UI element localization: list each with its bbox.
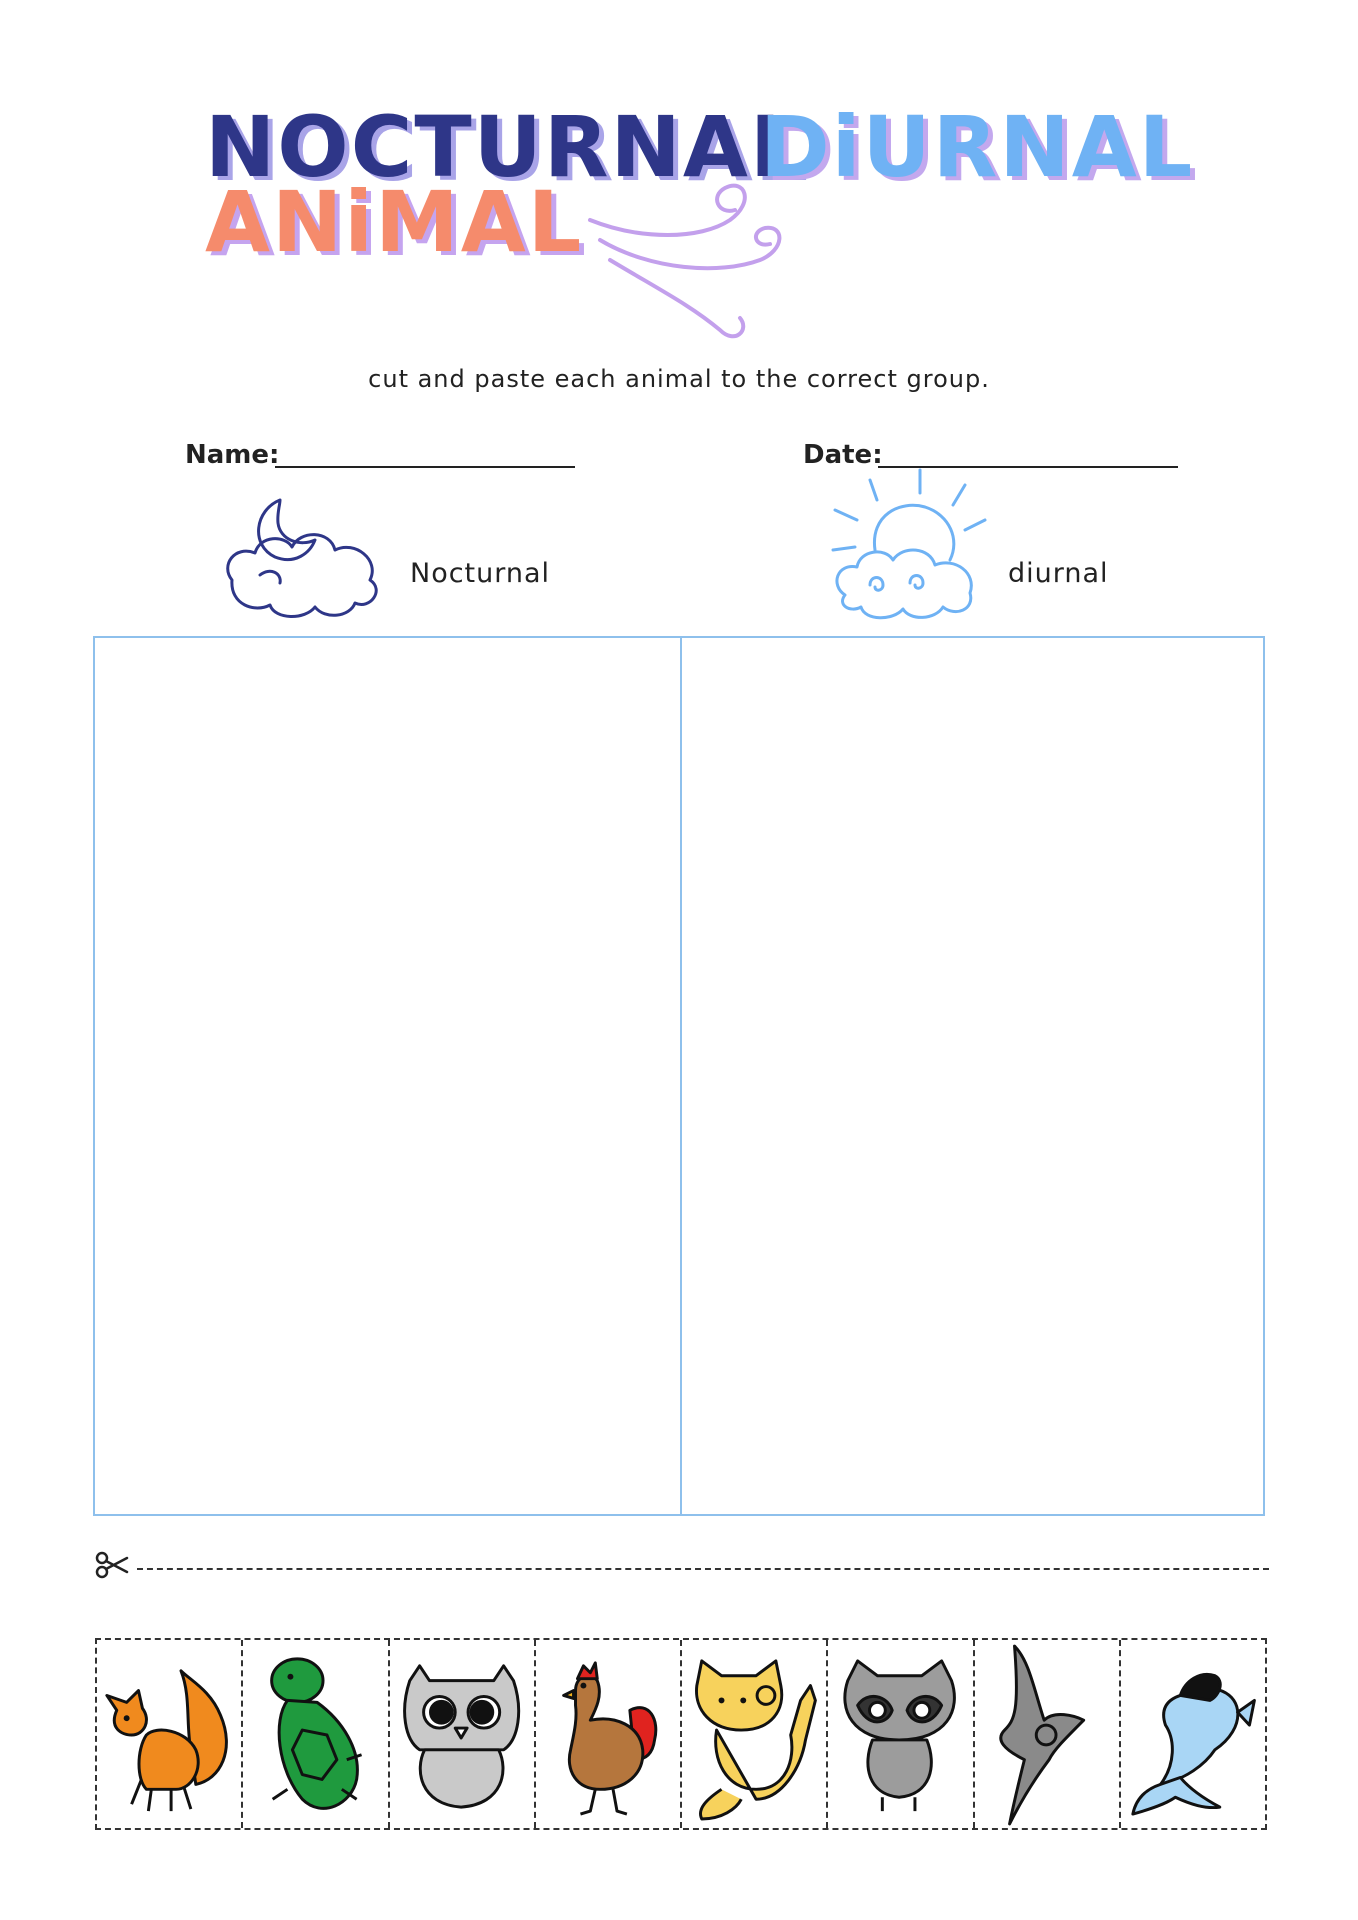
sorting-area[interactable] [93,636,1265,1516]
animal-card-fish[interactable] [1121,1640,1265,1828]
fox-icon [97,1640,241,1828]
title-nocturnal: NOCTURNAL [205,98,806,196]
scissors-icon [95,1550,131,1580]
date-label: Date: [803,440,883,470]
animal-strip [95,1638,1267,1830]
title-animal: ANiMAL [205,173,584,271]
cat-icon [682,1640,826,1828]
nocturnal-label: Nocturnal [410,558,551,589]
animal-card-raccoon[interactable] [828,1640,974,1828]
fish-icon [1121,1640,1265,1828]
wind-swirl-icon [580,180,800,350]
chicken-icon [536,1640,680,1828]
animal-card-bat[interactable] [975,1640,1121,1828]
animal-card-fox[interactable] [97,1640,243,1828]
turtle-icon [243,1640,387,1828]
raccoon-icon [828,1640,972,1828]
sorting-divider [680,638,682,1514]
title-diurnal: DiURNAL [760,98,1195,196]
diurnal-label: diurnal [1008,558,1109,589]
moon-cloud-icon [220,495,390,625]
name-label: Name: [185,440,280,470]
sun-cloud-icon [825,465,1000,625]
instruction-text: cut and paste each animal to the correct group. [368,365,990,393]
cut-line [137,1568,1269,1570]
owl-icon [390,1640,534,1828]
animal-card-turtle[interactable] [243,1640,389,1828]
animal-card-chicken[interactable] [536,1640,682,1828]
animal-card-cat[interactable] [682,1640,828,1828]
name-field[interactable] [275,466,575,468]
bat-icon [975,1640,1119,1828]
animal-card-owl[interactable] [390,1640,536,1828]
